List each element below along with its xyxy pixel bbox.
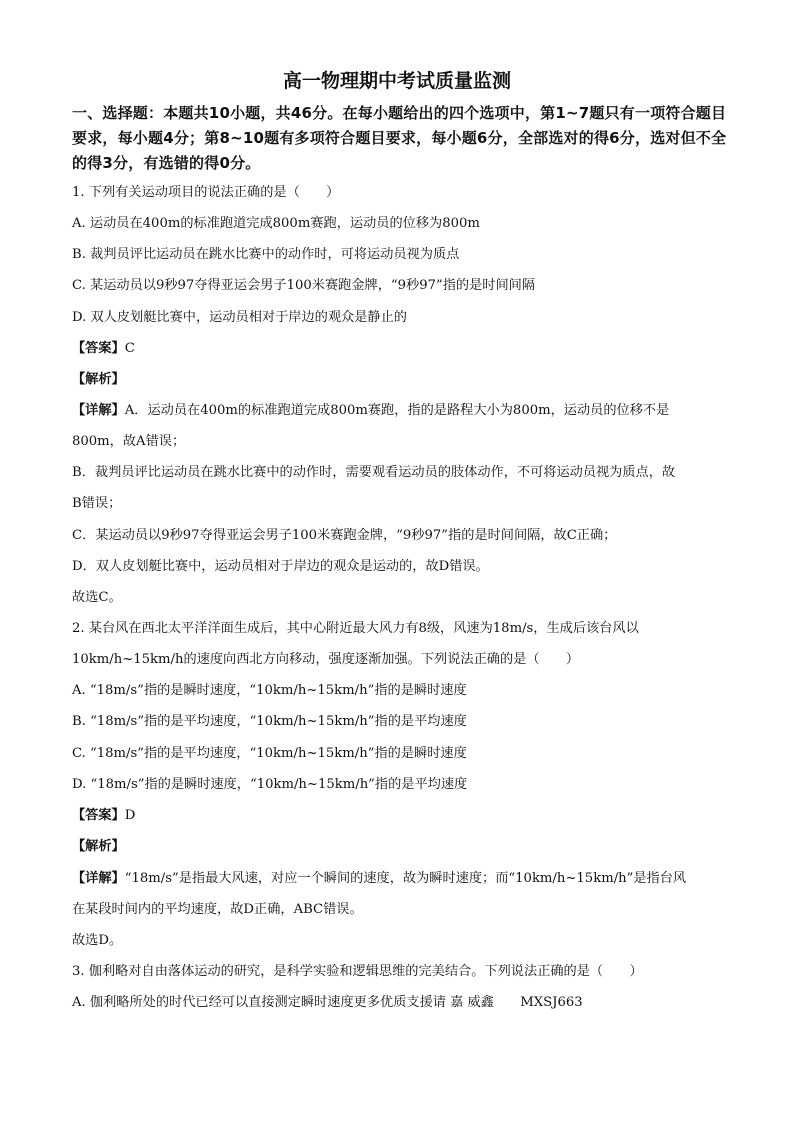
q2-stem: 2. 某台风在西北太平洋洋面生成后，其中心附近最大风力有8级，风速为18m/s，生成后该台风以 xyxy=(72,621,639,636)
q2-option-d: D. “18m/s”指的是瞬时速度，“10km/h~15km/h”指的是平均速度 xyxy=(72,777,468,792)
q1-detail-line: 800m，故A错误； xyxy=(72,434,186,449)
q1-option-c: C. 某运动员以9秒97夺得亚运会男子100米赛跑金牌，“9秒97”指的是时间间隔 xyxy=(72,278,536,293)
answer-tag: 【答案】 xyxy=(72,341,125,356)
q1-detail-line: C．某运动员以9秒97夺得亚运会男子100米赛跑金牌，“9秒97”指的是时间间隔，故C正确； xyxy=(72,528,617,543)
detail-text: “18m/s”是指最大风速，对应一个瞬间的速度，故为瞬时速度；而“10km/h~15km/h”是指台风 xyxy=(124,871,687,886)
page-title: 高一物理期中考试质量监测 xyxy=(282,70,511,92)
q1-conclusion: 故选C。 xyxy=(72,590,122,605)
detail-tag: 【详解】 xyxy=(72,871,125,886)
section-header: 一、选择题：本题共10小题，共46分。在每小题给出的四个选项中，第1~7题只有一项符合题目要求，每小题4分；第8~10题有多项符合题目要求，每小题6分，全部选对的得6分，选对但不全的得3分，有选错的得0分。 xyxy=(72,104,727,172)
detail-tag: 【详解】 xyxy=(72,403,125,418)
q1-stem: 1. 下列有关运动项目的说法正确的是（ ） xyxy=(72,185,340,200)
q1-detail-line xyxy=(72,401,732,421)
answer-tag: 【答案】 xyxy=(72,808,125,823)
q1-detail-line: D．双人皮划艇比赛中，运动员相对于岸边的观众是运动的，故D错误。 xyxy=(72,559,489,574)
q2-detail-line: 在某段时间内的平均速度，故D正确，ABC错误。 xyxy=(72,902,363,917)
q1-analysis-tag xyxy=(72,370,732,390)
q1-detail-line: B．裁判员评比运动员在跳水比赛中的动作时，需要观看运动员的肢体动作，不可将运动员视为质点，故 xyxy=(72,465,676,480)
analysis-tag: 【解析】 xyxy=(72,839,125,854)
q1-answer xyxy=(72,339,732,359)
q2-answer xyxy=(72,806,732,826)
analysis-tag: 【解析】 xyxy=(72,372,125,387)
answer-value: D xyxy=(124,808,136,823)
q3-stem: 3. 伽利略对自由落体运动的研究，是科学实验和逻辑思维的完美结合。下列说法正确的是（ ） xyxy=(72,964,643,979)
q1-detail-line: B错误； xyxy=(72,496,122,511)
q2-conclusion: 故选D。 xyxy=(72,933,123,948)
q2-option-c: C. “18m/s”指的是平均速度，“10km/h~15km/h”指的是瞬时速度 xyxy=(72,746,467,761)
q2-option-b: B. “18m/s”指的是平均速度，“10km/h~15km/h”指的是平均速度 xyxy=(72,714,467,729)
q1-option-d: D. 双人皮划艇比赛中，运动员相对于岸边的观众是静止的 xyxy=(72,310,407,325)
answer-value: C xyxy=(124,341,135,356)
q2-detail-line xyxy=(72,869,732,889)
q1-option-a: A. 运动员在400m的标准跑道完成800m赛跑，运动员的位移为800m xyxy=(72,216,480,231)
q2-stem: 10km/h~15km/h的速度向西北方向移动，强度逐渐加强。下列说法正确的是（ ） xyxy=(72,652,580,667)
q2-option-a: A. “18m/s”指的是瞬时速度，“10km/h~15km/h”指的是瞬时速度 xyxy=(72,683,467,698)
q2-analysis-tag xyxy=(72,837,732,857)
q3-option-a: A. 伽利略所处的时代已经可以直接测定瞬时速度更多优质支援请 嘉 威鑫 MXSJ663 xyxy=(72,995,583,1010)
detail-text: A．运动员在400m的标准跑道完成800m赛跑，指的是路程大小为800m，运动员的位移不是 xyxy=(124,403,670,418)
q1-option-b: B. 裁判员评比运动员在跳水比赛中的动作时，可将运动员视为质点 xyxy=(72,247,460,262)
